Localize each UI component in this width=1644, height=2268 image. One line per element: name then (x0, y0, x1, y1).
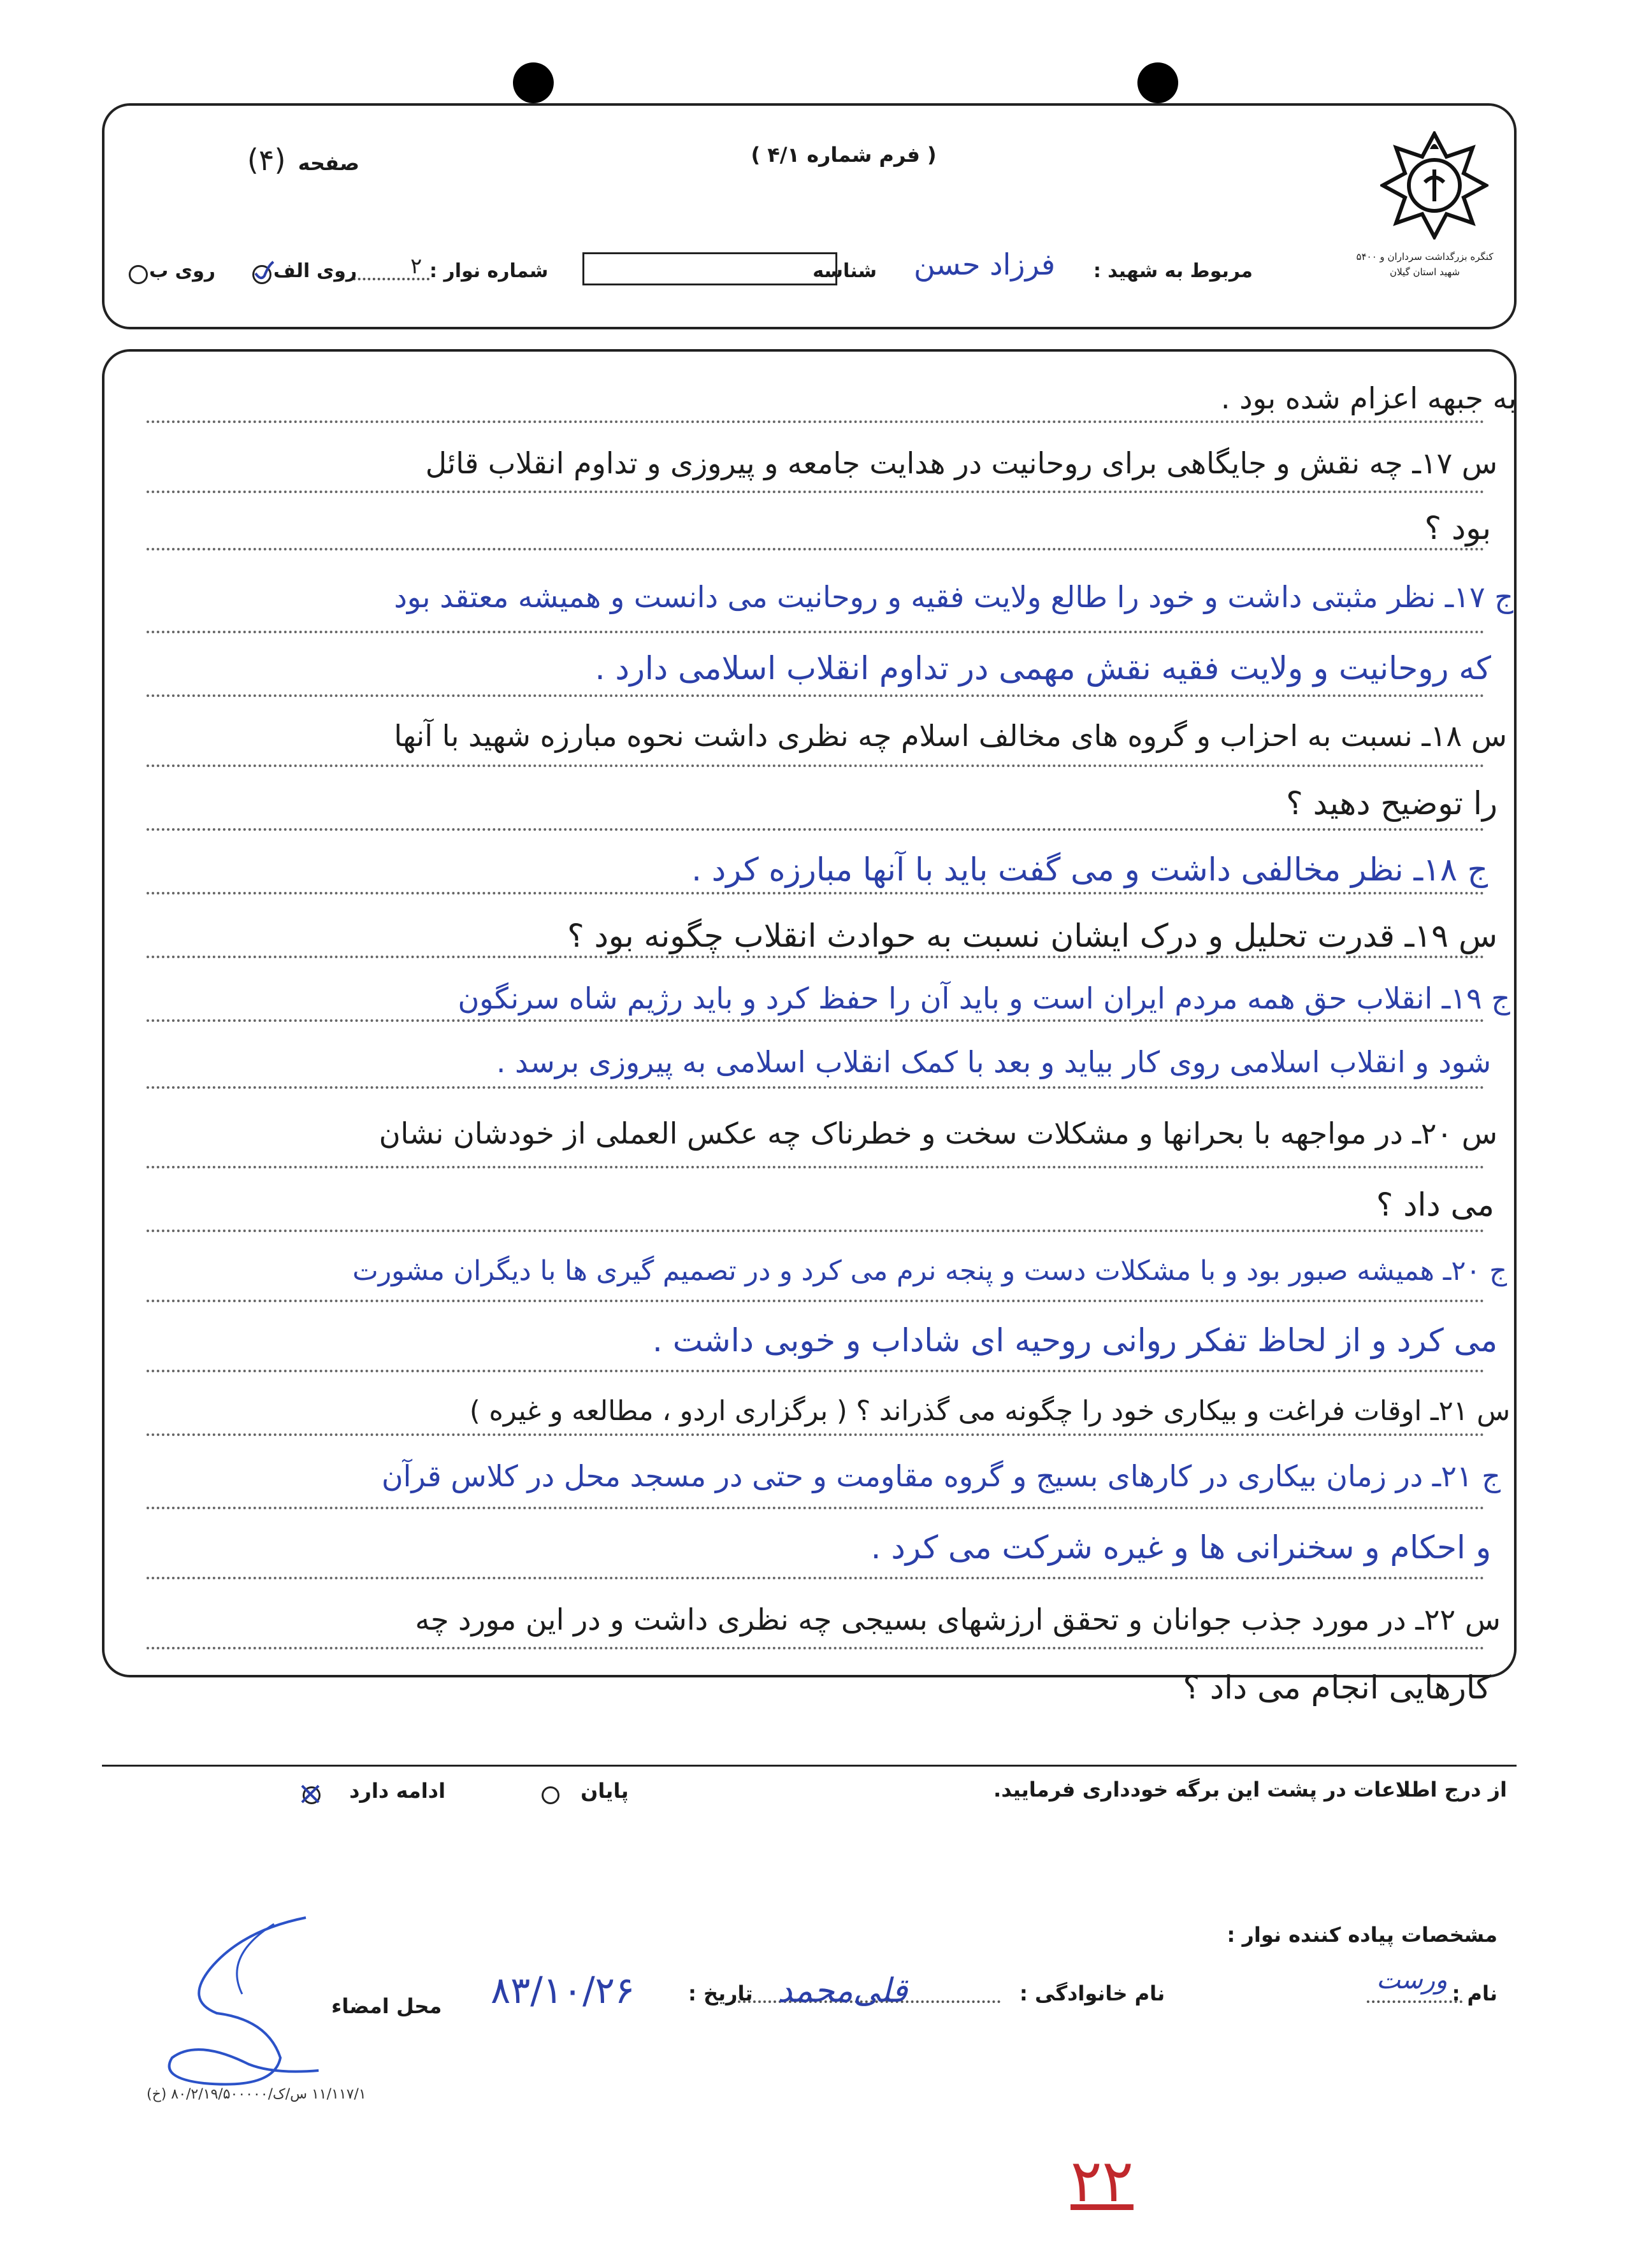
continues-label: ادامه دارد (349, 1779, 446, 1803)
handwritten-signature-icon (147, 1911, 331, 2102)
name-dots (1367, 2000, 1462, 2003)
ruled-line (147, 1019, 1485, 1022)
answer-line: ج ۱۷ـ نظر مثبتی داشت و خود را طالع ولایت فقیه و روحانیت می دانست و همیشه معتقد بود (394, 580, 1513, 614)
binder-hole-left (513, 62, 554, 103)
ruled-line (147, 1433, 1485, 1436)
side-a-checkbox[interactable] (252, 265, 271, 284)
question-line: بود ؟ (1424, 510, 1491, 547)
page-number: (۴) (247, 143, 286, 177)
date-label: تاریخ : (688, 1981, 753, 2006)
ruled-line (147, 1086, 1485, 1089)
tape-dots (353, 278, 429, 280)
tape-label: شماره نوار : (429, 260, 549, 282)
ruled-line (147, 548, 1485, 550)
star-emblem-icon (1380, 131, 1489, 240)
side-b-label: روی ب (149, 260, 216, 282)
ruled-line (147, 491, 1485, 493)
ruled-line (147, 1370, 1485, 1372)
header-box (102, 103, 1517, 329)
cross-mark-icon (299, 1783, 321, 1805)
ruled-line (147, 828, 1485, 831)
ruled-line (147, 1300, 1485, 1302)
answer-line: که روحانیت و ولایت فقیه نقش مهمی در تداوم انقلاب اسلامی دارد . (595, 650, 1491, 687)
question-line: کارهایی انجام می داد ؟ (1183, 1669, 1491, 1706)
name-label: نام : (1452, 1981, 1497, 2006)
id-label: شناسه (812, 260, 877, 282)
question-line: س ۲۲ـ در مورد جذب جوانان و تحقق ارزشهای بسیجی چه نظری داشت و در این مورد چه (415, 1602, 1501, 1637)
end-label: پایان (580, 1779, 629, 1803)
family-value: قلی‌محمد (777, 1972, 908, 2010)
question-line: س ۱۷ـ چه نقش و جایگاهی برای روحانیت در هدایت جامعه و پیروزی و تداوم انقلاب قائل (425, 446, 1497, 480)
related-label: مربوط به شهید : (1093, 260, 1253, 282)
ruled-line (147, 1166, 1485, 1168)
continues-radio[interactable] (303, 1786, 321, 1804)
family-label: نام خانوادگی : (1020, 1981, 1165, 2006)
tape-number: ۲ (410, 254, 422, 279)
question-line: س ۲۱ـ اوقات فراغت و بیکاری خود را چگونه می گذراند ؟ ( برگزاری اردو ، مطالعه و غیره ) (469, 1395, 1510, 1427)
id-field[interactable] (582, 252, 837, 285)
question-line: س ۲۰ـ در مواجهه با بحرانها و مشکلات سخت و خطرناک چه عکس العملی از خودشان نشان (379, 1116, 1497, 1151)
page-indicator (181, 143, 359, 181)
ruled-line (147, 956, 1485, 958)
answer-line: ج ۱۸ـ نظر مخالفی داشت و می گفت باید با آنها مبارزه کرد . (691, 851, 1488, 888)
body-line: به جبهه اعزام شده بود . (1220, 381, 1517, 415)
answer-line: و احکام و سخنرانی ها و غیره شرکت می کرد . (870, 1529, 1491, 1566)
ruled-line (147, 1577, 1485, 1579)
side-a-label: روی الف (273, 260, 357, 282)
question-line: س ۱۹ـ قدرت تحلیل و درک ایشان نسبت به حوادث انقلاب چگونه بود ؟ (567, 917, 1497, 954)
ruled-line (147, 764, 1485, 767)
name-value: ورست (1376, 1965, 1448, 1995)
martyr-name: فرزاد حسن (914, 247, 1055, 282)
ruled-line (147, 892, 1485, 894)
continues-option[interactable] (303, 1779, 445, 1804)
page-number-mark: ۲۲ (1071, 2147, 1134, 2215)
ruled-line (147, 1647, 1485, 1649)
side-b-checkbox[interactable] (129, 265, 148, 284)
footer-divider (102, 1765, 1517, 1767)
check-mark-icon (252, 259, 277, 285)
ruled-line (147, 1507, 1485, 1509)
date-value: ۸۳/۱۰/۲۶ (491, 1969, 635, 2012)
answer-line: ج ۲۰ـ همیشه صبور بود و با مشکلات دست و پنجه نرم می کرد و در تصمیم گیری ها با دیگران مشورت (352, 1255, 1507, 1287)
end-radio[interactable] (542, 1786, 559, 1804)
answer-line: شود و انقلاب اسلامی روی کار بیاید و بعد با کمک انقلاب اسلامی به پیروزی برسد . (496, 1045, 1491, 1079)
answer-line: ج ۲۱ـ در زمان بیکاری در کارهای بسیج و گروه مقاومت و حتی در مسجد محل در کلاس قرآن (381, 1459, 1501, 1493)
form-number: ( فرم شماره ۴/۱ ) (751, 143, 937, 167)
answer-line: ج ۱۹ـ انقلاب حق همه مردم ایران است و باید آن را حفظ کرد و باید رژیم شاه سرنگون (458, 981, 1510, 1016)
question-line: می داد ؟ (1376, 1186, 1494, 1223)
org-logo (1380, 131, 1489, 240)
end-option[interactable] (542, 1779, 628, 1804)
signature-label: محل امضاء (331, 1994, 442, 2018)
page-label: صفحه (298, 151, 359, 175)
ruled-line (147, 694, 1485, 697)
binder-hole-right (1137, 62, 1178, 103)
ruled-line (147, 420, 1485, 423)
answer-line: می کرد و از لحاظ تفکر روانی روحیه ای شاداب و خوبی داشت . (652, 1322, 1497, 1359)
footer-notice: از درج اطلاعات در پشت این برگه خودداری فرمایید. (993, 1777, 1507, 1802)
org-name: کنگره بزرگداشت سرداران و ۵۴۰۰ شهید استان گیلان (1356, 251, 1494, 278)
question-line: را توضیح دهید ؟ (1286, 785, 1497, 822)
signature (147, 1911, 331, 2102)
question-line: س ۱۸ـ نسبت به احزاب و گروه های مخالف اسلام چه نظری داشت نحوه مبارزه شهید با آنها (394, 719, 1507, 753)
implementer-title: مشخصات پیاده کننده نوار : (1227, 1923, 1497, 1947)
ruled-line (147, 1230, 1485, 1232)
ruled-line (147, 631, 1485, 633)
print-code: ۱۱/۱۱۷/۱ س/ک/۸۰/۲/۱۹/۵۰۰۰۰۰ (خ) (147, 2086, 366, 2102)
